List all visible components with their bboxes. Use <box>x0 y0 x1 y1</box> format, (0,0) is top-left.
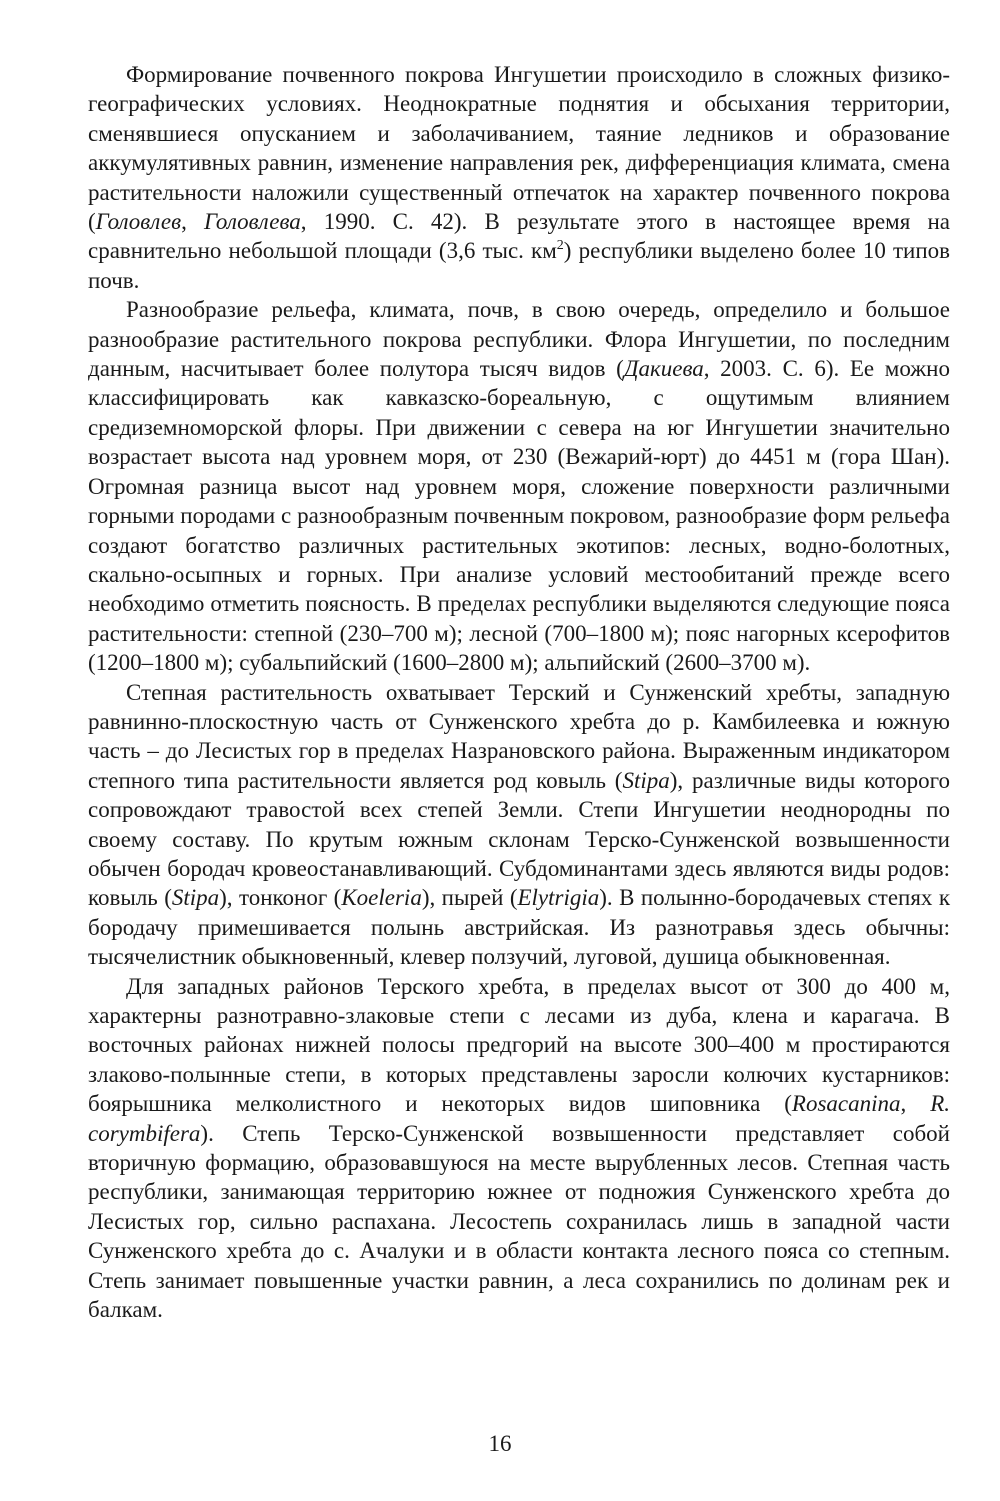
text-segment: ), тонконог ( <box>219 885 342 911</box>
text-segment: Разнообразие рельефа, климата, почв, в свою очередь, определило и большое разнообразие растительного покрова республики. Флора Ингушетии, по последним данным, насчитывает более полутора тысяч видов ( <box>88 297 950 382</box>
text-segment: ), пырей ( <box>421 885 518 911</box>
latin-name: Stipa <box>171 885 220 911</box>
citation-author: Дакиева <box>623 356 704 382</box>
latin-name: Stipa <box>622 767 670 793</box>
paragraph-vegetation-diversity <box>88 295 950 677</box>
latin-name: Rosacanina <box>791 1091 901 1117</box>
text-segment: ). Степь Терско-Сунженской возвышенности представляет собой вторичную формацию, образовавшуюся на месте вырубленных лесов. Степная часть республики, занимающая территорию южнее от подножия Сунженского хребта до Лесистых гор, сильно распахана. Лесостепь сохранилась лишь в западной части Сунженского хребта до с. Ачалуки и в области контакта лесного пояса со степным. Степь занимает повышенные участки равнин, а леса сохранились по долинам рек и балкам. <box>88 1120 950 1323</box>
latin-name: Koeleria <box>341 885 422 911</box>
citation-author: Головлева <box>204 209 301 235</box>
text-segment: Формирование почвенного покрова Ингушетии происходило в сложных физико-географических условиях. Неоднократные поднятия и обсыхания территории, сменявшиеся опусканием и заболачиванием, таяние ледников и образование аккумулятивных равнин, изменение направления рек, дифференциация климата, смена растительности наложили существенный отпечаток на характер почвенного покрова ( <box>88 62 950 235</box>
text-segment: Для западных районов Терского хребта, в пределах высот от 300 до 400 м, характерны разнотравно-злаковые степи с лесами из дуба, клена и карагача. В восточных районах нижней полосы предгорий на высоте 300–400 м простираются злаково-полынные степи, в которых представлены заросли колючих кустарников: боярышника мелколистного и некоторых видов шиповника ( <box>88 973 950 1117</box>
paragraph-steppe-vegetation <box>88 678 950 972</box>
latin-name: R. corymbifera <box>88 1091 950 1146</box>
body-text <box>88 60 950 1324</box>
paragraph-soil-cover <box>88 60 950 295</box>
text-segment: , 2003. С. 6). Ее можно классифицировать как кавказско-бореальную, с ощутимым влиянием средиземноморской флоры. При движении с севера на юг Ингушетии значительно возрастает высота над уровнем моря, от 230 (Вежарий-юрт) до 4451 м (гора Шан). Огромная разница высот над уровнем моря, сложение поверхности различными горными породами с разнообразным почвенным покровом, разнообразие форм рельефа создают богатство различных растительных экотипов: лесных, водно-болотных, скально-осыпных и горных. При анализе условий местообитаний прежде всего необходимо отметить поясность. В пределах республики выделяются следующие пояса растительности: степной (230–700 м); лесной (700–1800 м); пояс нагорных ксерофитов (1200–1800 м); субальпийский (1600–2800 м); альпийский (2600–3700 м). <box>88 356 950 676</box>
text-segment: ). В полынно-бородачевых степях к бородачу примешивается полынь австрийская. Из разнотравья здесь обычны: тысячелистник обыкновенный, клевер ползучий, луговой, душица обыкновенная. <box>88 885 950 970</box>
citation-author: Головлев <box>95 209 182 235</box>
text-segment: , <box>181 209 205 235</box>
superscript: 2 <box>556 238 564 254</box>
text-segment: ), различные виды которого сопровождают травостой всех степей Земли. Степи Ингушетии неоднородны по своему составу. По крутым южным склонам Терско-Сунженской возвышенности обычен бородач кровеостанавливающий. Субдоминантами здесь являются виды родов: ковыль ( <box>88 767 950 911</box>
text-segment: , <box>900 1091 931 1117</box>
text-segment: ) республики выделено более 10 типов почв. <box>88 238 950 293</box>
text-segment: Степная растительность охватывает Терский и Сунженский хребты, западную равнинно-плоскостную часть от Сунженского хребта до р. Камбилеевка и южную часть – до Лесистых гор в пределах Назрановского района. Выраженным индикатором степного типа растительности является род ковыль ( <box>88 679 950 793</box>
paragraph-tersky-ridge <box>88 972 950 1325</box>
latin-name: Elytrigia <box>517 885 600 911</box>
text-segment: , 1990. С. 42). В результате этого в настоящее время на сравнительно небольшой площади (3,6 тыс. км <box>88 209 950 264</box>
page-number: 16 <box>488 1431 512 1456</box>
